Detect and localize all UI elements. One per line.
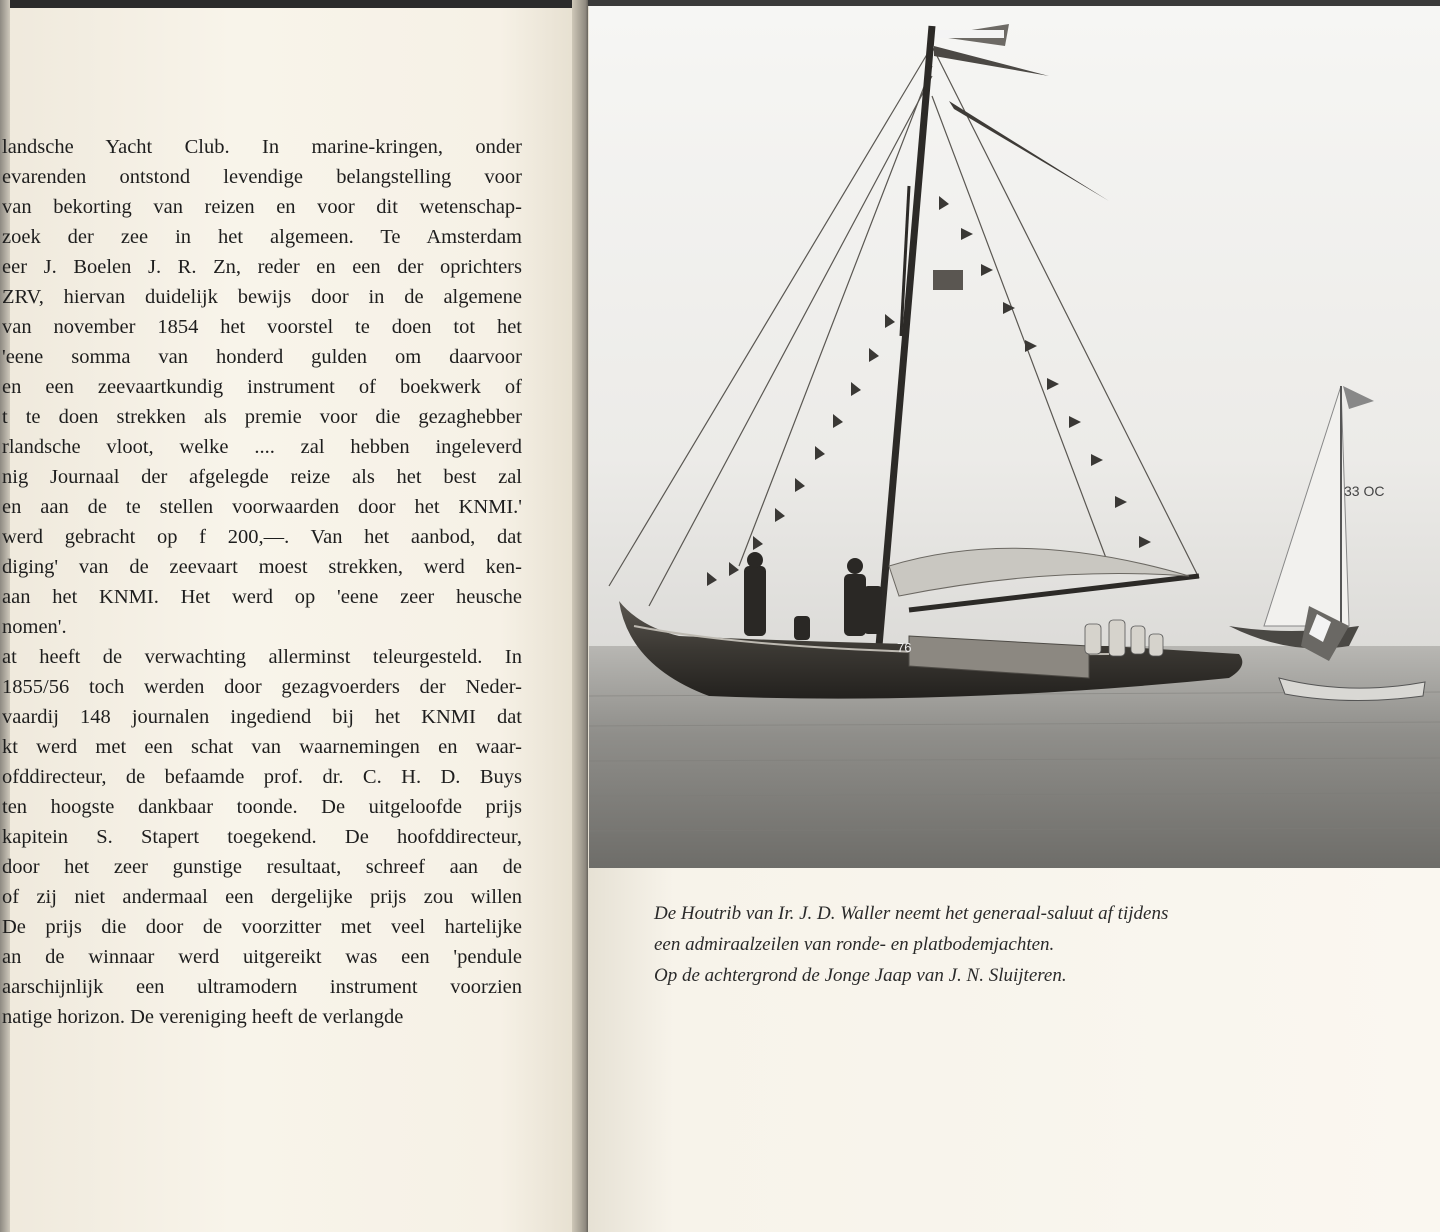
text-line: of zij niet andermaal een dergelijke prijs zou willen — [2, 886, 522, 908]
caption-line: een admiraalzeilen van ronde- en platbodemjachten. — [654, 934, 1055, 955]
text-line: en een zeevaartkundig instrument of boekwerk of — [2, 376, 522, 398]
text-line: ofddirecteur, de befaamde prof. dr. C. H. D. Buys — [2, 766, 522, 788]
sailing-yacht-photo — [589, 6, 1440, 868]
text-line: door het zeer gunstige resultaat, schreef aan de — [2, 856, 522, 878]
text-line: nig Journaal der afgelegde reize als het best zal — [2, 466, 522, 488]
text-line: diging' van de zeevaart moest strekken, werd ken- — [2, 556, 522, 578]
text-line: 1855/56 toch werden door gezagvoerders der Neder- — [2, 676, 522, 698]
text-line: nomen'. — [2, 616, 67, 638]
text-line: t te doen strekken als premie voor die gezaghebber — [2, 406, 522, 428]
text-line: van bekorting van reizen en voor dit wetenschap- — [2, 196, 522, 218]
text-line: aan het KNMI. Het werd op 'eene zeer heusche — [2, 586, 522, 608]
photo-caption — [654, 898, 1354, 991]
background-sail-number: 33 OC — [1344, 483, 1385, 499]
left-page-top-shadow — [0, 0, 588, 8]
hull-number: 76 — [897, 640, 912, 655]
text-line: an de winnaar werd uitgereikt was een 'pendule — [2, 946, 522, 968]
left-page — [0, 0, 588, 1232]
text-line: De prijs die door de voorzitter met veel hartelijke — [2, 916, 522, 938]
caption-line: Op de achtergrond de Jonge Jaap van J. N. Sluijteren. — [654, 965, 1067, 986]
text-line: vaardij 148 journalen ingediend bij het KNMI dat — [2, 706, 522, 728]
body-text — [2, 132, 522, 1032]
text-line: ZRV, hiervan duidelijk bewijs door in de algemene — [2, 286, 522, 308]
text-line: kapitein S. Stapert toegekend. De hoofddirecteur, — [2, 826, 522, 848]
text-line: 'eene somma van honderd gulden om daarvoor — [2, 346, 522, 368]
text-line: aarschijnlijk een ultramodern instrument voorzien — [2, 976, 522, 998]
right-page — [588, 0, 1440, 1232]
text-line: rlandsche vloot, welke .... zal hebben ingeleverd — [2, 436, 522, 458]
text-line: ten hoogste dankbaar toonde. De uitgeloofde prijs — [2, 796, 522, 818]
text-line: werd gebracht op f 200,—. Van het aanbod, dat — [2, 526, 522, 548]
text-line: evarenden ontstond levendige belangstelling voor — [2, 166, 522, 188]
text-line: natige horizon. De vereniging heeft de verlangde — [2, 1006, 404, 1028]
text-line: landsche Yacht Club. In marine-kringen, onder — [2, 136, 522, 158]
text-line: van november 1854 het voorstel te doen tot het — [2, 316, 522, 338]
text-line: zoek der zee in het algemeen. Te Amsterdam — [2, 226, 522, 248]
text-line: at heeft de verwachting allerminst teleurgesteld. In — [2, 646, 522, 668]
caption-line: De Houtrib van Ir. J. D. Waller neemt het generaal-saluut af tijdens — [654, 903, 1169, 924]
text-line: en aan de te stellen voorwaarden door het KNMI.' — [2, 496, 522, 518]
text-line: kt werd met een schat van waarnemingen en waar- — [2, 736, 522, 758]
text-line: eer J. Boelen J. R. Zn, reder en een der oprichters — [2, 256, 522, 278]
